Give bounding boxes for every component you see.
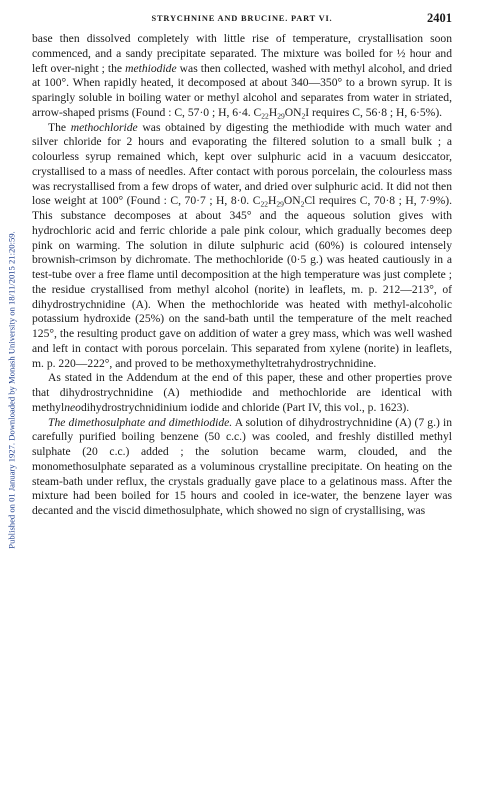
- download-notice-text: Published on 01 January 1927. Downloaded by Monash University on 18/11/2015 21:20:59.: [7, 231, 18, 549]
- article-body: [32, 32, 452, 519]
- download-notice-sidebar: [6, 90, 18, 690]
- text-run: I requires C, 56·8 ; H, 6·5%).: [305, 105, 443, 119]
- text-run: H: [268, 105, 278, 119]
- formula-subscript: 29: [276, 199, 284, 209]
- formula-subscript: 29: [277, 111, 285, 121]
- formula-subscript: 2: [301, 111, 306, 121]
- page-header: [32, 11, 452, 27]
- text-run: was then collected, washed with methyl alcohol, and dried at 100°. When rapidly heated, it decomposed at about 340—350° to a brown syrup. It is sparingly soluble in boiling water or methyl alcohol and separates from water in striated, arrow-shaped prisms (Found : C, 57·0 ; H, 6·4. C: [32, 61, 452, 119]
- text-run: H: [267, 194, 277, 208]
- italic-text: The dimethosulphate and dimethiodide.: [48, 415, 233, 429]
- formula-subscript: 2: [300, 199, 305, 209]
- page-number: 2401: [427, 11, 452, 25]
- formula-subscript: 22: [261, 111, 269, 121]
- formula-subscript: 22: [260, 199, 268, 209]
- paragraph: [32, 371, 452, 415]
- text-run: base then dissolved completely with little rise of temperature, crystallisation soon commenced, and a sandy precipitate separated. The mixture was boiled for ½ hour and left over-night ; the: [32, 32, 452, 75]
- text-run: was obtained by digesting the methiodide with much water and silver chloride for 2 hours and evaporating the filtered solution to a small bulk ; a colourless syrup remained which, kept over sulphuric acid in a vacuum desiccator, crystallised to a mass of needles. After contact with porous porcelain, the colourless mass was recrystallised from a few drops of water, and dried over sulphuric acid. It did not then lose weight at 100° (Found : C, 70·7 ; H, 8·0. C: [32, 120, 452, 208]
- text-run: As stated in the Addendum at the end of this paper, these and other properties prove that dihydrostrychnidine (A) methiodide and methochloride are identical with methyl: [32, 371, 452, 414]
- text-run: Cl requires C, 70·8 ; H, 7·9%). This substance decomposes at about 345° and the aqueous solution gives with hydrochloric acid and ferric chloride a pale pink colour, which gradually becomes deep pink on warming. The solution in dilute sulphuric acid (60%) is coloured intensely brownish-crimson by dichromate. The methochloride (0·5 g.) was heated cautiously in a test-tube over a free flame until decomposition at the high temperature was just complete ; the residue crystallised from methyl alcohol (norite) in leaflets, m. p. 212—213°, of dihydrostrychnidine (A). When the methochloride was heated with methyl-alcoholic potassium hydroxide (25%) on the sand-bath until the temperature of the melt reached 125°, the resulting product gave on addition of water a grey mass, which was well washed and left in contact with porous porcelain. This separated from xylene (norite) in leaflets, m. p. 220—222°, and proved to be methoxymethyltetrahydrostrychnidine.: [32, 194, 453, 370]
- paragraph: [32, 32, 452, 121]
- text-run: dihydrostrychnidinium iodide and chloride (Part IV, this vol., p. 1623).: [80, 400, 410, 414]
- paragraph: [32, 416, 452, 519]
- text-run: A solution of dihydrostrychnidine (A) (7 g.) in carefully purified boiling benzene (50 c.c.) was cooled, and freshly distilled methyl sulphate (20 c.c.) added ; the solution became warm, clouded, and the monomethosulphate separated as a voluminous crystalline precipitate. On heating on the steam-bath under reflux, the crystals gradually gave place to a gelatinous mass. After the mixture had been boiled for 15 hours and cooled in ice-water, the benzene layer was decanted and the viscid dimethosulphate, which showed no sign of crystallising, was: [32, 415, 452, 517]
- text-run: The: [48, 120, 71, 134]
- italic-text: neo: [64, 400, 81, 414]
- paragraph: [32, 121, 452, 372]
- text-run: ON: [283, 194, 301, 208]
- running-title: STRYCHNINE AND BRUCINE. PART VI.: [151, 14, 333, 23]
- italic-text: methochloride: [70, 120, 138, 134]
- text-run: ON: [284, 105, 302, 119]
- italic-text: methiodide: [125, 61, 177, 75]
